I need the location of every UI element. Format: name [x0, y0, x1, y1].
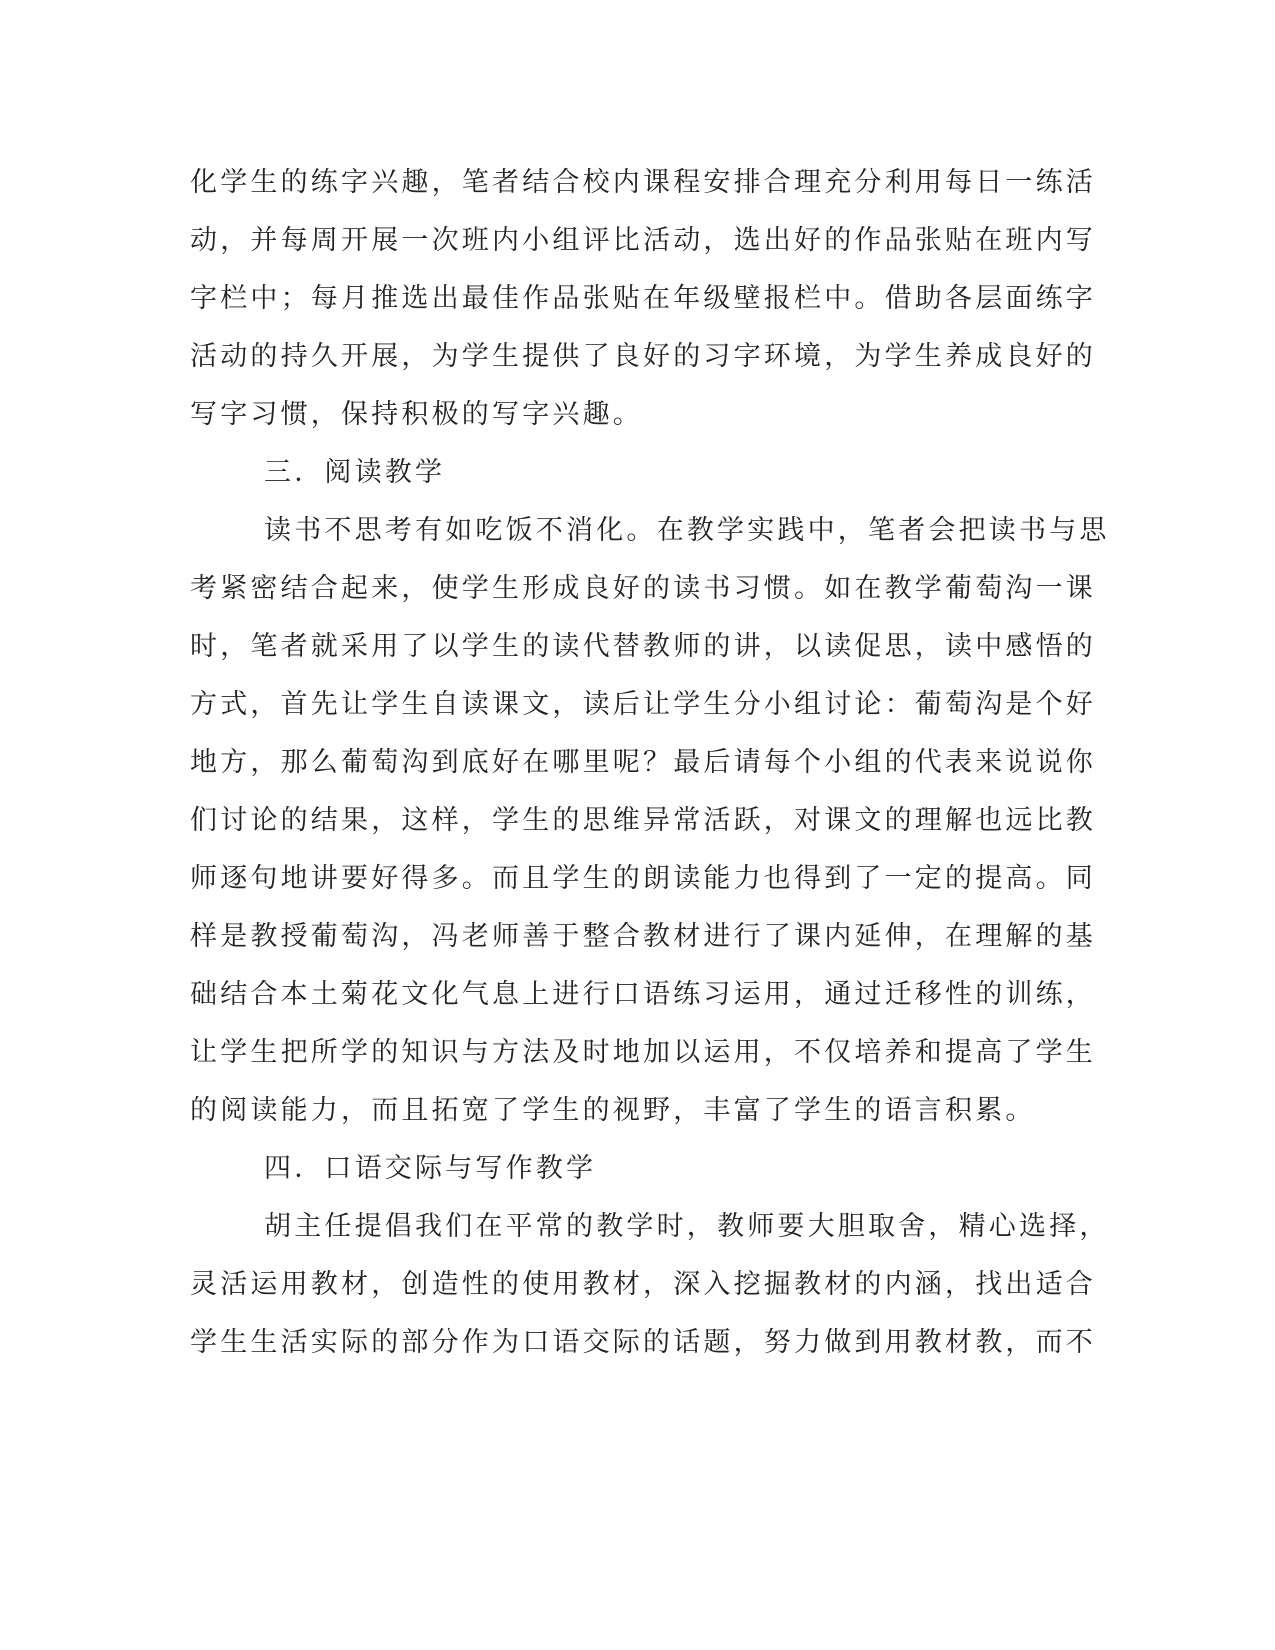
body-text-line: 的阅读能力，而且拓宽了学生的视野，丰富了学生的语言积累。 — [190, 1095, 1036, 1126]
body-text-line: 让学生把所学的知识与方法及时地加以运用，不仅培养和提高了学生 — [190, 1037, 1096, 1068]
body-text-line: 写字习惯，保持积极的写字兴趣。 — [190, 399, 643, 430]
body-text-line: 础结合本土菊花文化气息上进行口语练习运用，通过迁移性的训练， — [190, 979, 1096, 1010]
body-text-line: 考紧密结合起来，使学生形成良好的读书习惯。如在教学葡萄沟一课 — [190, 573, 1096, 604]
body-text-line: 字栏中；每月推选出最佳作品张贴在年级壁报栏中。借助各层面练字 — [190, 283, 1096, 314]
section-heading-reading: 三．阅读教学 — [264, 457, 446, 488]
body-text-line: 师逐句地讲要好得多。而且学生的朗读能力也得到了一定的提高。同 — [190, 863, 1096, 894]
body-text-line: 学生生活实际的部分作为口语交际的话题，努力做到用教材教，而不 — [190, 1327, 1096, 1358]
body-text-line: 地方，那么葡萄沟到底好在哪里呢？最后请每个小组的代表来说说你 — [190, 747, 1096, 778]
body-text-line: 时，笔者就采用了以学生的读代替教师的讲，以读促思，读中感悟的 — [190, 631, 1096, 662]
section-heading-speaking-writing: 四．口语交际与写作教学 — [264, 1153, 597, 1184]
body-text-line: 化学生的练字兴趣，笔者结合校内课程安排合理充分利用每日一练活 — [190, 167, 1096, 198]
body-text-line: 活动的持久开展，为学生提供了良好的习字环境，为学生养成良好的 — [190, 341, 1096, 372]
body-text-line: 们讨论的结果，这样，学生的思维异常活跃，对课文的理解也远比教 — [190, 805, 1096, 836]
body-text-line: 读书不思考有如吃饭不消化。在教学实践中，笔者会把读书与思 — [264, 515, 1110, 546]
body-text-line: 胡主任提倡我们在平常的教学时，教师要大胆取舍，精心选择， — [264, 1211, 1110, 1242]
body-text-line: 样是教授葡萄沟，冯老师善于整合教材进行了课内延伸，在理解的基 — [190, 921, 1096, 952]
body-text-line: 灵活运用教材，创造性的使用教材，深入挖掘教材的内涵，找出适合 — [190, 1269, 1096, 1300]
body-text-line: 动，并每周开展一次班内小组评比活动，选出好的作品张贴在班内写 — [190, 225, 1096, 256]
body-text-line: 方式，首先让学生自读课文，读后让学生分小组讨论：葡萄沟是个好 — [190, 689, 1096, 720]
